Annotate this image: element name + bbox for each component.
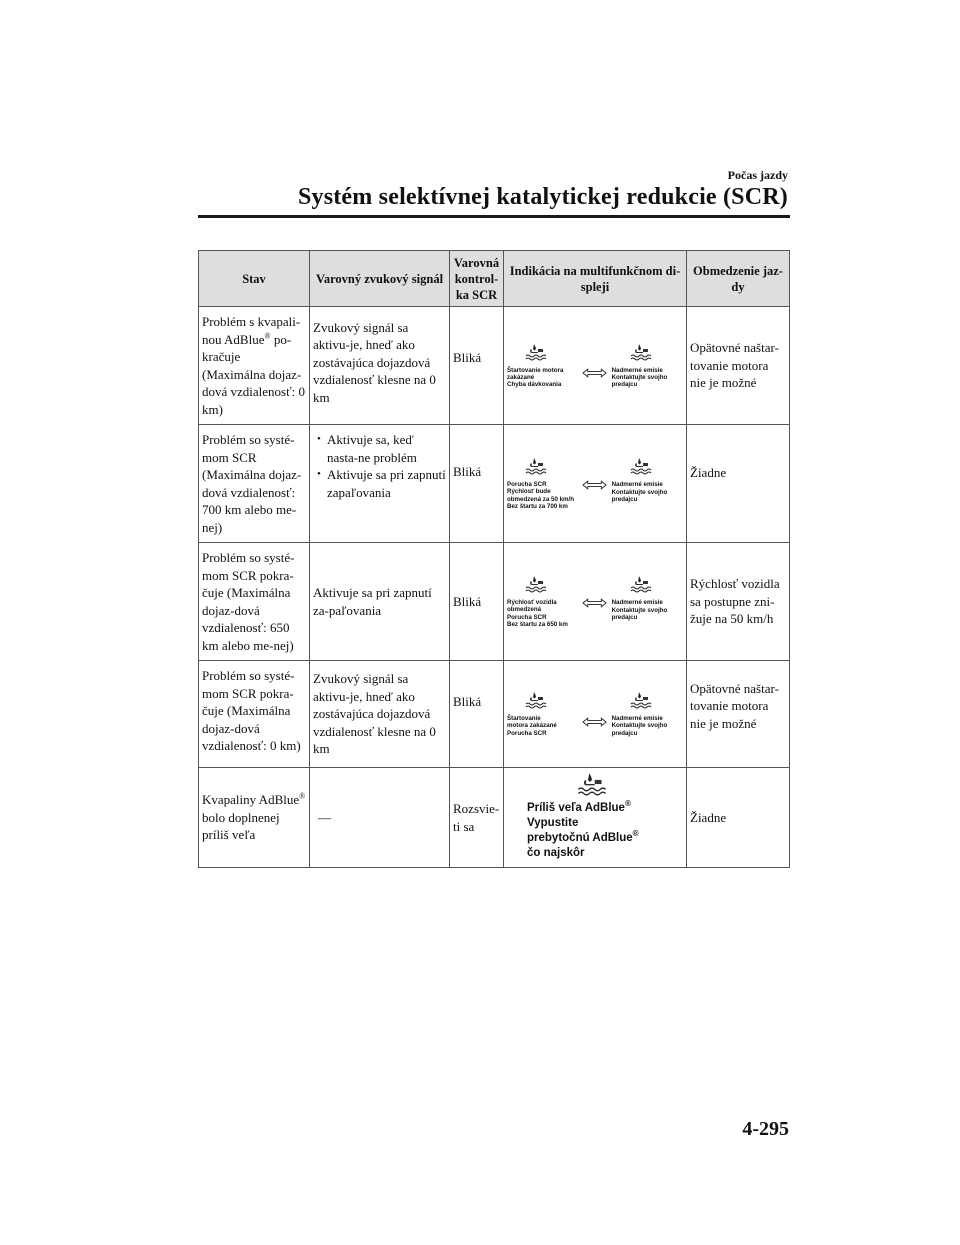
display-line: Nadmerné emisie: [611, 366, 663, 374]
restriction-cell: Rýchlosť vozidla sa postupne zni-žuje na 50 km/h: [687, 543, 790, 661]
lamp-cell: Bliká: [450, 425, 504, 543]
display-line: Porucha SCR: [507, 729, 547, 737]
state-cell: [199, 307, 310, 425]
lamp-cell: Bliká: [450, 543, 504, 661]
state-text-cont: bolo doplnenej príliš veľa: [202, 809, 280, 843]
page-title: Systém selektívnej katalytickej redukcie (SCR): [297, 184, 788, 210]
adblue-warning-icon: [577, 771, 607, 797]
display-screen-right: [612, 457, 683, 503]
page-number: 4-295: [742, 1118, 789, 1140]
table-row: [199, 543, 790, 661]
display-line: Porucha SCR: [507, 613, 547, 621]
display-line: Nadmerné emisie: [611, 715, 663, 723]
display-line: motora zakázané: [507, 722, 557, 730]
table-row: [199, 307, 790, 425]
display-indication: [507, 691, 683, 737]
state-cell: [199, 768, 310, 868]
sound-text: Zvukový signál sa aktivu-je, hneď ako zostávajúca dojazdová vzdialenosť klesne na 0 km: [313, 319, 436, 405]
state-cell: Problém so systé-mom SCR pokra-čuje (Maximálna dojaz-dová vzdialenosť: 650 km alebo me-nej): [199, 543, 310, 661]
state-text-cont: po-kračuje (Maximálna dojaz-dová vzdialenosť: 0 km): [202, 331, 306, 417]
display-line: Nadmerné emisie: [611, 481, 663, 489]
display-line: Kontaktujte svojho: [611, 606, 668, 614]
sound-cell: —: [310, 768, 450, 868]
lamp-cell: Bliká: [450, 661, 504, 768]
list-item: • Aktivuje sa, keď nasta-ne problém: [313, 431, 446, 466]
display-line: obmedzená za 50 km/h: [507, 495, 575, 503]
restriction-cell: Opätovné naštar-tovanie motora nie je možné: [687, 661, 790, 768]
display-screen-left: [507, 575, 578, 628]
display-screen-right: [612, 691, 683, 737]
table-row: [199, 661, 790, 768]
state-text: Kvapaliny AdBlue: [202, 792, 300, 808]
display-line: Rýchlosť vozidla: [507, 599, 557, 607]
display-screen-right: [612, 343, 683, 389]
state-cell: Problém so systé-mom SCR pokra-čuje (Maximálna dojaz-dová vzdialenosť: 0 km): [199, 661, 310, 768]
display-line: predajcu: [611, 613, 638, 621]
display-line: Kontaktujte svojho: [611, 722, 668, 730]
registered-mark: ®: [299, 791, 306, 801]
adblue-warning-icon: [630, 575, 652, 593]
double-arrow-icon: [582, 598, 607, 608]
adblue-warning-icon: [525, 457, 547, 475]
display-screen-left: [507, 691, 578, 737]
display-cell: [504, 661, 687, 768]
lamp-cell: Rozsvie-ti sa: [450, 768, 504, 868]
column-header-restriction: Obmedzenie jaz-dy: [687, 251, 790, 307]
sound-cell: Zvukový signál sa aktivu-je, hneď ako zostávajúca dojazdová vzdialenosť klesne na 0 km: [310, 661, 450, 768]
double-arrow-icon: [582, 368, 607, 378]
state-text: Problém s kvapali-nou AdBlue: [202, 314, 301, 347]
display-screen-left: [507, 343, 578, 389]
scr-status-table: [198, 250, 790, 868]
restriction-cell: Žiadne: [687, 425, 790, 543]
display-line: Bez štartu za 700 km: [507, 502, 568, 510]
display-cell: [504, 543, 687, 661]
sound-cell: Aktivuje sa pri zapnutí za-paľovania: [310, 543, 450, 661]
display-line: predajcu: [611, 381, 638, 389]
state-cell: Problém so systé-mom SCR (Maximálna dojaz-dová vzdialenosť: 700 km alebo me-nej): [199, 425, 310, 543]
adblue-warning-icon: [525, 343, 547, 361]
display-line: Porucha SCR: [507, 481, 547, 489]
sound-cell: [310, 307, 450, 425]
list-item: • Aktivuje sa pri zapnutí zapaľovania: [313, 466, 446, 501]
adblue-warning-icon: [525, 691, 547, 709]
adblue-warning-icon: [630, 343, 652, 361]
table-row: [199, 768, 790, 868]
display-cell: [504, 307, 687, 425]
registered-mark: ®: [264, 331, 271, 341]
display-cell: [504, 768, 687, 868]
display-line: zakázané: [507, 373, 535, 381]
restriction-cell: Žiadne: [687, 768, 790, 868]
sound-bullet-list: [313, 431, 446, 501]
display-line: Príliš veľa AdBlue®: [527, 798, 631, 814]
title-rule: [198, 215, 790, 218]
display-line: Kontaktujte svojho: [611, 488, 668, 496]
display-screen: [507, 771, 683, 861]
display-line: Rýchlosť bude: [507, 488, 551, 496]
display-cell: [504, 425, 687, 543]
display-line: Štartovanie motora: [507, 366, 564, 374]
display-line: Štartovanie: [507, 715, 541, 723]
double-arrow-icon: [582, 717, 607, 727]
display-line: Kontaktujte svojho: [611, 373, 668, 381]
display-line: predajcu: [611, 729, 638, 737]
display-line: obmedzená: [507, 606, 542, 614]
display-line: čo najskôr: [527, 846, 585, 859]
display-line: Nadmerné emisie: [611, 599, 663, 607]
restriction-cell: Opätovné naštar-tovanie motora nie je možné: [687, 307, 790, 425]
adblue-warning-icon: [630, 691, 652, 709]
display-line: Bez štartu za 650 km: [507, 620, 568, 628]
sound-cell: [310, 425, 450, 543]
column-header-state: Stav: [199, 251, 310, 307]
display-indication: [507, 343, 683, 389]
display-line: Chyba dávkovania: [507, 381, 562, 389]
lamp-cell: Bliká: [450, 307, 504, 425]
column-header-lamp: Varovná kontrol-ka SCR: [450, 251, 504, 307]
table-header-row: [199, 251, 790, 307]
adblue-warning-icon: [525, 575, 547, 593]
section-label: Počas jazdy: [727, 168, 788, 182]
adblue-warning-icon: [630, 457, 652, 475]
display-line: predajcu: [611, 495, 638, 503]
display-screen-left: [507, 457, 578, 510]
column-header-display: Indikácia na multifunkčnom di-spleji: [504, 251, 687, 307]
table-row: [199, 425, 790, 543]
display-indication: [507, 457, 683, 510]
double-arrow-icon: [582, 480, 607, 490]
column-header-sound: Varovný zvukový signál: [310, 251, 450, 307]
display-screen-right: [612, 575, 683, 621]
display-indication: [507, 575, 683, 628]
display-line: Vypustite: [527, 816, 579, 829]
display-line: prebytočnú AdBlue®: [527, 828, 639, 844]
